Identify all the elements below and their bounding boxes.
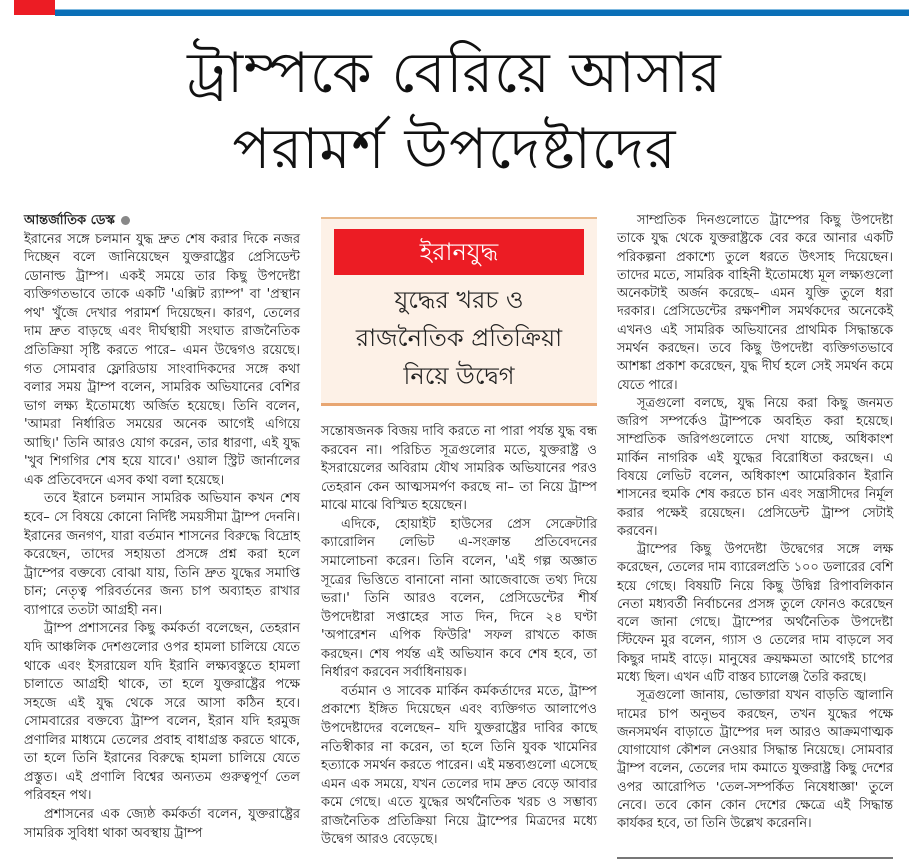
paragraph: এদিকে, হোয়াইট হাউসের প্রেস সেক্রেটারি ক্যারোলিন লেভিট এ-সংক্রান্ত প্রতিবেদনের সমালোচনা করেন। তিনি বলেন, 'এই গল্প অজ্ঞাত সূত্রের ভিত্তিতে বানানো নানা আজেবাজে তথ্য দিয়ে ভরা।' তিনি আরও বলেন, প্রেসিডেন্টের শীর্ষ উপদেষ্টারা সপ্তাহের সাত দিন, দিনে ২৪ ঘণ্টা 'অপারেশন এপিক ফিউরি' সফল রাখতে কাজ করছেন। শেষ পর্যন্ত এই অভিযান কবে শেষ হবে, তা নির্ধারণ করবেন সর্বাধিনায়ক।: [321, 516, 597, 681]
paragraph: সূত্রগুলো বলছে, যুদ্ধ নিয়ে করা কিছু জনমত জরিপ সম্পর্কেও ট্রাম্পকে অবহিত করা হয়েছে। সাম্প্রতিক জরিপগুলোতে দেখা যাচ্ছে, অধিকাংশ মার্কিন নাগরিক এই যুদ্ধের বিরোধিতা করছেন। এ বিষয়ে লেভিট বলেন, অধিকাংশ আমেরিকান ইরানি শাসনের হুমকি শেষ করতে চান এবং সন্ত্রাসীদের নির্মূল করার পক্ষেই রয়েছেন। প্রেসিডেন্ট ট্রাম্প সেটাই করবেন।: [617, 395, 893, 539]
bullet-dot-icon: [121, 216, 130, 225]
headline-line-2: পরামর্শ উপদেষ্টাদের: [232, 117, 677, 182]
page-title: [0, 36, 909, 188]
paragraph: প্রশাসনের এক জ্যেষ্ঠ কর্মকর্তা বলেন, যুক্তরাষ্ট্রের সামরিক সুবিধা থাকা অবস্থায় ট্রাম্প: [24, 807, 300, 841]
paragraph: বর্তমান ও সাবেক মার্কিন কর্মকর্তাদের মতে, ট্রাম্প প্রকাশ্যে ইঙ্গিত দিয়েছেন এবং ব্যক্তিগত আলাপেও উপদেষ্টাদের বলেছেন– যদি যুক্তরাষ্ট্রের দাবির কাছে নতিস্বীকার না করেন, তা হলে তিনি যুবক খামেনির হত্যাকে সমর্থন করতে পারেন। এই মন্তব্যগুলো এসেছে এমন এক সময়ে, যখন তেলের দাম দ্রুত বেড়ে আবার কমে গেছে। এতে যুদ্ধের অর্থনৈতিক খরচ ও সম্ভাব্য রাজনৈতিক প্রতিক্রিয়া নিয়ে ট্রাম্পের মিত্রদের মধ্যে উদ্বেগ আরও বেড়েছে।: [321, 683, 597, 848]
article-column-left: [24, 212, 300, 843]
section-tag: ইরানযুদ্ধ: [334, 229, 584, 275]
dateline-text: আন্তর্জাতিক ডেস্ক: [24, 213, 115, 228]
paragraph: সূত্রগুলো জানায়, ভোক্তারা যখন বাড়তি জ্বালানি দামের চাপ অনুভব করছেন, তখন যুদ্ধের পক্ষে জনসমর্থন বাড়াতে ট্রাম্পের দল আরও আক্রমণাত্মক যোগাযোগ কৌশল নেওয়ার সিদ্ধান্ত নিয়েছে। সোমবার ট্রাম্প বলেন, তেলের দাম কমাতে যুক্তরাষ্ট্র কিছু দেশের ওপর আরোপিত 'তেল-সম্পর্কিত নিষেধাজ্ঞা' তুলে নেবে। তবে কোন কোন দেশের ক্ষেত্রে এই সিদ্ধান্ত কার্যকর হবে, তা তিনি উল্লেখ করেননি।: [617, 688, 893, 832]
article-column-right: [617, 212, 893, 834]
box-title-line-2: রাজনৈতিক প্রতিক্রিয়া: [355, 324, 563, 352]
paragraph: সাম্প্রতিক দিনগুলোতে ট্রাম্পের কিছু উপদেষ্টা তাকে যুদ্ধ থেকে যুক্তরাষ্ট্রকে বের করে আনার একটি পরিকল্পনা প্রকাশ্যে তুলে ধরতে উৎসাহ দিয়েছেন। তাদের মতে, সামরিক বাহিনী ইতোমধ্যে মূল লক্ষ্যগুলো অনেকটাই অর্জন করেছে– এমন যুক্তি তুলে ধরা দরকার। প্রেসিডেন্টের রক্ষণশীল সমর্থকদের অনেকেই এখনও এই সামরিক অভিযানের প্রাথমিক সিদ্ধান্তকে সমর্থন করছেন। তবে কিছু উপদেষ্টা ব্যক্তিগতভাবে আশঙ্কা প্রকাশ করেছেন, যুদ্ধ দীর্ঘ হলে সেই সমর্থন কমে যেতে পারে।: [617, 213, 893, 393]
paragraph: ট্রাম্পের কিছু উপদেষ্টা উদ্বেগের সঙ্গে লক্ষ করেছেন, তেলের দাম ব্যারেলপ্রতি ১০০ ডলারের বেশি হয়ে গেছে। বিষয়টি নিয়ে কিছু উদ্বিগ্ন রিপাবলিকান নেতা মধ্যবর্তী নির্বাচনের প্রসঙ্গ তুলে ফোনও করেছেন বলে জানা গেছে। ট্রাম্পের অর্থনৈতিক উপদেষ্টা স্টিফেন মুর বলেন, গ্যাস ও তেলের দাম বাড়লে সব কিছুর দামই বাড়ে। মানুষের ক্রয়ক্ষমতা আগেই চাপের মধ্যে ছিল। এখন এটি বাস্তব চ্যালেঞ্জ তৈরি করছে।: [617, 542, 893, 686]
headline-line-1: ট্রাম্পকে বেরিয়ে আসার: [187, 41, 722, 106]
box-title-line-3: নিয়ে উদ্বেগ: [403, 362, 515, 390]
sidebar-highlight-box: [321, 217, 597, 406]
sidebar-box-title: [321, 281, 597, 395]
paragraph: ট্রাম্প প্রশাসনের কিছু কর্মকর্তা বলেছেন, তেহরান যদি আঞ্চলিক দেশগুলোর ওপর হামলা চালিয়ে যেতে থাকে এবং ইসরায়েল যদি ইরানি লক্ষ্যবস্তুতে হামলা চালাতে আগ্রহী থাকে, তা হলে যুক্তরাষ্ট্রের পক্ষে সহজে এই যুদ্ধ থেকে সরে আসা কঠিন হবে। সোমবারের বক্তব্যে ট্রাম্প বলেন, ইরান যদি হরমুজ প্রণালির মাধ্যমে তেলের প্রবাহ বাধাগ্রস্ত করতে থাকে, তা হলে তিনি ইরানের বিরুদ্ধে হামলা চালিয়ে যেতে প্রস্তুত। এই প্রণালি বিশ্বের অন্যতম গুরুত্বপূর্ণ তেল পরিবহন পথ।: [24, 621, 300, 804]
dateline: [24, 212, 300, 231]
masthead-blue-rule: [55, 9, 909, 16]
paragraph: ইরানের সঙ্গে চলমান যুদ্ধ দ্রুত শেষ করার দিকে নজর দিচ্ছেন বলে জানিয়েছেন যুক্তরাষ্ট্রের প্রেসিডেন্ট ডোনাল্ড ট্রাম্প। একই সময়ে তার কিছু উপদেষ্টা ব্যক্তিগতভাবে তাকে একটি 'এক্সিট র‍্যাম্প' বা 'প্রস্থান পথ' খুঁজে দেখার পরামর্শ দিয়েছেন। কারণ, তেলের দাম দ্রুত বাড়ছে এবং দীর্ঘস্থায়ী সংঘাত রাজনৈতিক প্রতিক্রিয়া সৃষ্টি করতে পারে– এমন উদ্বেগও রয়েছে। গত সোমবার ফ্লোরিডায় সাংবাদিকদের সঙ্গে কথা বলার সময় ট্রাম্প বলেন, সামরিক অভিযানের বেশির ভাগ লক্ষ্য ইতোমধ্যে অর্জিত হয়েছে। তিনি বলেন, 'আমরা নির্ধারিত সময়ের অনেক আগেই এগিয়ে আছি।' তিনি আরও যোগ করেন, তার ধারণা, এই যুদ্ধ 'খুব শিগগির শেষ হয়ে যাবে।' ওয়াল স্ট্রিট জার্নালের এক প্রতিবেদনে এসব কথা বলা হয়েছে।: [24, 231, 300, 488]
box-title-line-1: যুদ্ধের খরচ ও: [394, 286, 524, 314]
paragraph: সন্তোষজনক বিজয় দাবি করতে না পারা পর্যন্ত যুদ্ধ বন্ধ করবেন না। পরিচিত সূত্রগুলোর মতে, যুক্তরাষ্ট্র ও ইসরায়েলের অবিরাম যৌথ সামরিক অভিযানের পরও তেহরান কেন আত্মসমর্পণ করছে না– তা নিয়ে ট্রাম্প মাঝে মাঝে বিস্মিত হয়েছেন।: [321, 424, 597, 514]
article-column-middle: [321, 423, 597, 850]
masthead-red-block: [14, 0, 55, 15]
paragraph: তবে ইরানে চলমান সামরিক অভিযান কখন শেষ হবে– সে বিষয়ে কোনো নির্দিষ্ট সময়সীমা ট্রাম্প দেননি। ইরানের জনগণ, যারা বর্তমান শাসনের বিরুদ্ধে বিদ্রোহ করেছেন, তাদের সহায়তা প্রসঙ্গে প্রশ্ন করা হলে ট্রাম্পের বক্তব্যে বোঝা যায়, তিনি দ্রুত যুদ্ধের সমাপ্তি চান; নেতৃত্ব পরিবর্তনের জন্য চাপ অব্যাহত রাখার ব্যাপারে ততটা আগ্রহী নন।: [24, 491, 300, 618]
end-rule-divider: [617, 857, 893, 859]
